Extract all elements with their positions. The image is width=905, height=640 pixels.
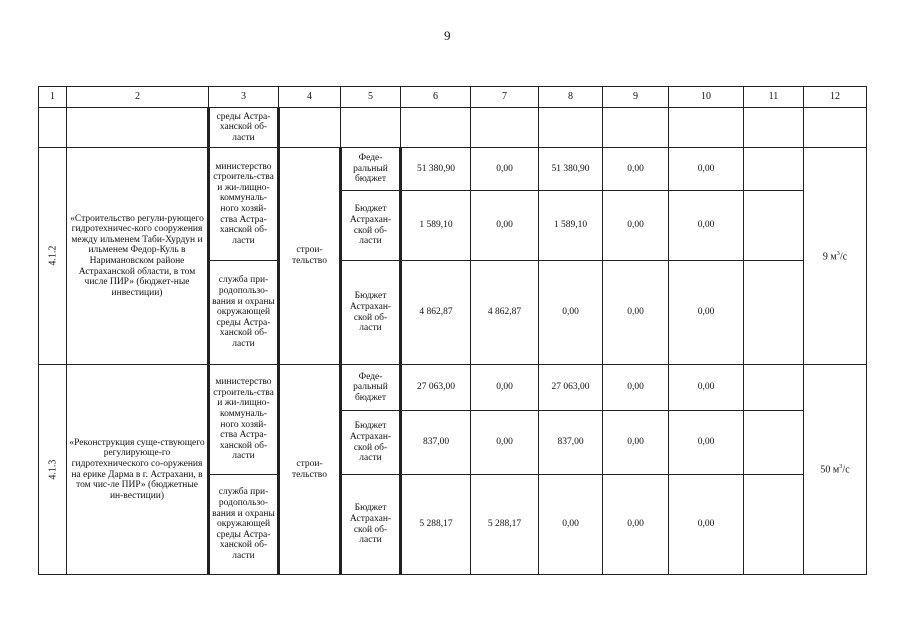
amount-col8: 51 380,90	[539, 148, 603, 191]
column-number-row	[39, 87, 867, 108]
amount-col9: 0,00	[603, 191, 669, 261]
amount-col9: 0,00	[603, 475, 669, 575]
col-number-11: 11	[744, 87, 804, 108]
amount-col9: 0,00	[603, 148, 669, 191]
col11-cell	[744, 475, 804, 575]
page-number: 9	[444, 28, 451, 43]
executor-service: служба при-родопользо-вания и охраны окружающей среды Астра-ханской об-ласти	[209, 261, 279, 365]
col-number-1: 1	[39, 87, 67, 108]
amount-col9: 0,00	[603, 261, 669, 365]
table-row	[39, 148, 867, 191]
funding-source: Бюджет Астрахан-ской об-ласти	[341, 411, 401, 475]
amount-col7: 0,00	[471, 411, 539, 475]
amount-total: 5 288,17	[401, 475, 471, 575]
capacity: 50 $м^3/с$	[804, 365, 867, 575]
executor-ministry: министерство строитель-ства и жи-лищно-коммуналь-ного хозяй-ства Астра-ханской об-ласти	[209, 148, 279, 261]
col11-cell	[744, 148, 804, 191]
col-number-8: 8	[539, 87, 603, 108]
col-number-6: 6	[401, 87, 471, 108]
executor-service: служба при-родопользо-вания и охраны окружающей среды Астра-ханской об-ласти	[209, 475, 279, 575]
amount-total: 27 063,00	[401, 365, 471, 411]
col-number-7: 7	[471, 87, 539, 108]
amount-total: 1 589,10	[401, 191, 471, 261]
col11-cell	[744, 261, 804, 365]
col-number-2: 2	[67, 87, 209, 108]
amount-col7: 4 862,87	[471, 261, 539, 365]
amount-col8: 1 589,10	[539, 191, 603, 261]
item-code: 4.1.2	[39, 148, 67, 365]
col-number-10: 10	[669, 87, 744, 108]
table-row	[39, 365, 867, 411]
capacity: 9 $м^3/с$	[804, 148, 867, 365]
executor-ministry: министерство строитель-ства и жи-лищно-коммуналь-ного хозяй-ства Астра-ханской об-ласти	[209, 365, 279, 475]
amount-col9: 0,00	[603, 411, 669, 475]
continuation-executor: среды Астра-ханской об-ласти	[209, 108, 279, 148]
col-number-9: 9	[603, 87, 669, 108]
program-table	[38, 86, 867, 575]
amount-col10: 0,00	[669, 148, 744, 191]
amount-col8: 0,00	[539, 261, 603, 365]
amount-col10: 0,00	[669, 261, 744, 365]
item-name: «Реконструкция суще-ствующего регулирующе-го гидротехнического со-оружения на ерике Дарма в г. Астрахани, в том чис-ле ПИР» (бюджетные ин-вестиции)	[67, 365, 209, 575]
event-type: строи-тельство	[279, 148, 341, 365]
col11-cell	[744, 191, 804, 261]
amount-col10: 0,00	[669, 365, 744, 411]
event-type: строи-тельство	[279, 365, 341, 575]
amount-total: 51 380,90	[401, 148, 471, 191]
amount-col7: 0,00	[471, 365, 539, 411]
funding-source: Бюджет Астрахан-ской об-ласти	[341, 191, 401, 261]
amount-col8: 27 063,00	[539, 365, 603, 411]
col11-cell	[744, 365, 804, 411]
col-number-5: 5	[341, 87, 401, 108]
amount-total: 837,00	[401, 411, 471, 475]
amount-col10: 0,00	[669, 191, 744, 261]
col-number-4: 4	[279, 87, 341, 108]
col-number-12: 12	[804, 87, 867, 108]
amount-col10: 0,00	[669, 411, 744, 475]
amount-col7: 5 288,17	[471, 475, 539, 575]
amount-total: 4 862,87	[401, 261, 471, 365]
continuation-row	[39, 108, 867, 148]
col-number-3: 3	[209, 87, 279, 108]
col11-cell	[744, 411, 804, 475]
item-code: 4.1.3	[39, 365, 67, 575]
funding-source: Феде-ральный бюджет	[341, 365, 401, 411]
amount-col10: 0,00	[669, 475, 744, 575]
funding-source: Феде-ральный бюджет	[341, 148, 401, 191]
funding-source: Бюджет Астрахан-ской об-ласти	[341, 475, 401, 575]
funding-source: Бюджет Астрахан-ской об-ласти	[341, 261, 401, 365]
amount-col8: 0,00	[539, 475, 603, 575]
amount-col8: 837,00	[539, 411, 603, 475]
amount-col9: 0,00	[603, 365, 669, 411]
amount-col7: 0,00	[471, 148, 539, 191]
amount-col7: 0,00	[471, 191, 539, 261]
item-name: «Строительство регули-рующего гидротехничес-кого сооружения между ильменем Таби-Хурдун и ильменем Федор-Куль в Наримановском районе Астраханской области, в том числе ПИР» (бюджет-ные инвестиции)	[67, 148, 209, 365]
